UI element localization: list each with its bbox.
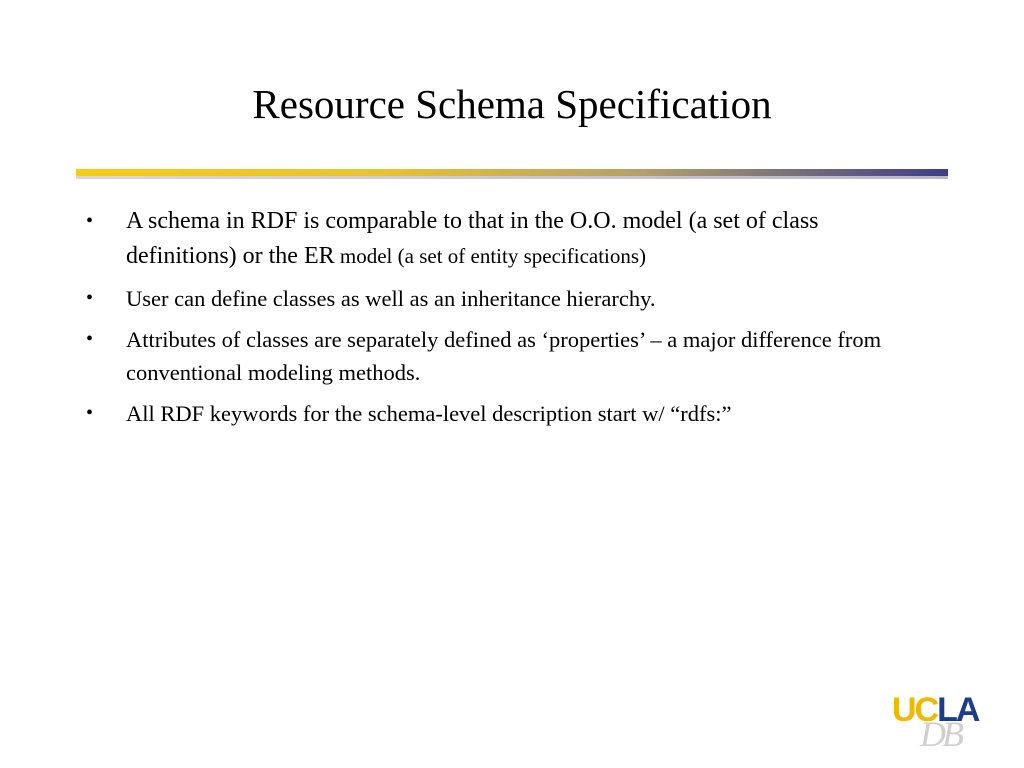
logo-uc: UC — [892, 691, 938, 729]
title-divider-shadow — [76, 176, 948, 179]
bullet-text: A schema in RDF is comparable to that in the O.O. model (a set of class definitions) or the ER — [126, 208, 819, 269]
bullet-glyph: • — [86, 328, 94, 350]
bullet-item — [86, 204, 926, 274]
bullet-glyph: • — [86, 287, 94, 309]
logo-db-watermark: DB — [920, 714, 960, 754]
logo-wordmark — [892, 690, 978, 730]
bullet-glyph: • — [86, 210, 94, 232]
bullet-text: All RDF keywords for the schema-level description start w/ “rdfs:” — [126, 401, 732, 426]
bullet-text: Attributes of classes are separately defined as ‘properties’ – a major difference from conventional modeling methods. — [126, 327, 882, 385]
bullet-glyph: • — [86, 402, 94, 424]
title-divider — [76, 169, 948, 176]
ucla-db-logo — [890, 690, 1002, 752]
slide-title: Resource Schema Specification — [252, 81, 772, 127]
bullet-text-small: model (a set of entity specifications) — [334, 244, 647, 268]
bullet-text: User can define classes as well as an inheritance hierarchy. — [126, 286, 656, 311]
bullet-item — [86, 397, 926, 430]
bullet-item — [86, 282, 926, 315]
bullet-item — [86, 323, 926, 389]
bullet-list — [86, 204, 926, 438]
logo-la: LA — [937, 691, 979, 729]
